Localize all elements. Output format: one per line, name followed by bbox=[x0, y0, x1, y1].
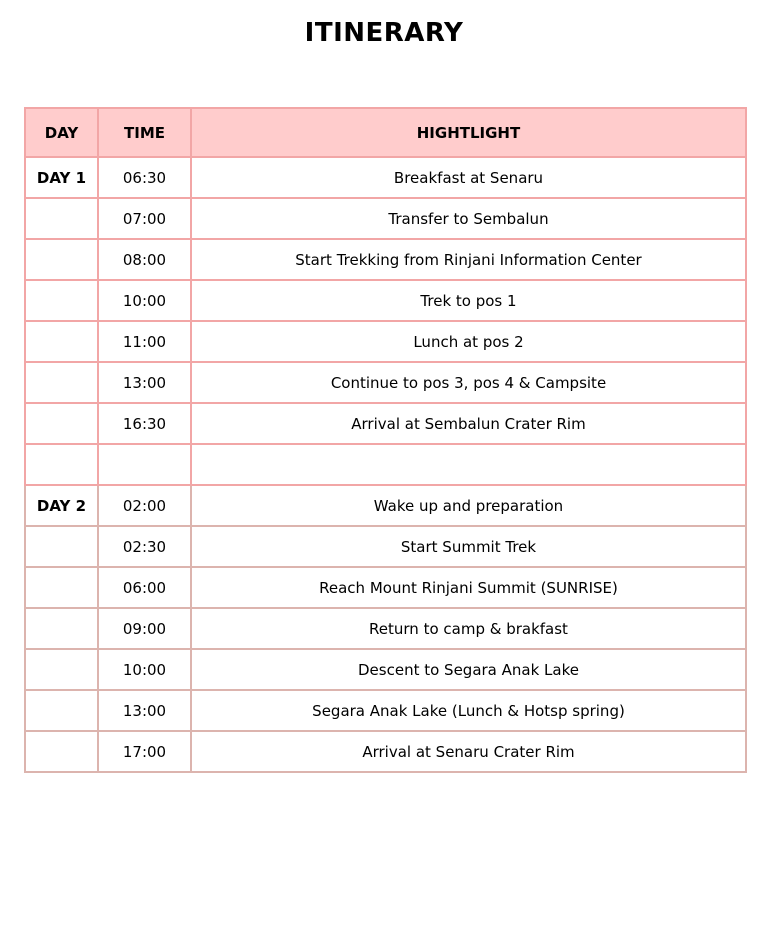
highlight-cell: Segara Anak Lake (Lunch & Hotsp spring) bbox=[191, 690, 746, 731]
highlight-cell: Continue to pos 3, pos 4 & Campsite bbox=[191, 362, 746, 403]
day-cell bbox=[25, 649, 98, 690]
highlight-cell: Transfer to Sembalun bbox=[191, 198, 746, 239]
time-cell: 13:00 bbox=[98, 362, 191, 403]
highlight-cell: Reach Mount Rinjani Summit (SUNRISE) bbox=[191, 567, 746, 608]
time-cell bbox=[98, 444, 191, 485]
day-cell bbox=[25, 567, 98, 608]
highlight-cell: Breakfast at Senaru bbox=[191, 157, 746, 198]
day-cell bbox=[25, 690, 98, 731]
table-row bbox=[25, 526, 746, 567]
time-cell: 09:00 bbox=[98, 608, 191, 649]
day-cell bbox=[25, 403, 98, 444]
day-cell: DAY 1 bbox=[25, 157, 98, 198]
highlight-cell bbox=[191, 444, 746, 485]
time-cell: 10:00 bbox=[98, 649, 191, 690]
day-cell bbox=[25, 731, 98, 772]
column-header-time: TIME bbox=[98, 108, 191, 157]
highlight-cell: Arrival at Sembalun Crater Rim bbox=[191, 403, 746, 444]
table-row bbox=[25, 690, 746, 731]
table-row bbox=[25, 649, 746, 690]
time-cell: 07:00 bbox=[98, 198, 191, 239]
time-cell: 02:00 bbox=[98, 485, 191, 526]
table-row bbox=[25, 403, 746, 444]
highlight-cell: Start Summit Trek bbox=[191, 526, 746, 567]
table-row bbox=[25, 280, 746, 321]
time-cell: 16:30 bbox=[98, 403, 191, 444]
column-header-highlight: HIGHTLIGHT bbox=[191, 108, 746, 157]
table-row bbox=[25, 444, 746, 485]
day-cell bbox=[25, 280, 98, 321]
time-cell: 11:00 bbox=[98, 321, 191, 362]
table-row bbox=[25, 731, 746, 772]
table-row bbox=[25, 362, 746, 403]
day-cell bbox=[25, 321, 98, 362]
table-header-row bbox=[25, 108, 746, 157]
highlight-cell: Descent to Segara Anak Lake bbox=[191, 649, 746, 690]
table-row bbox=[25, 608, 746, 649]
day-cell bbox=[25, 526, 98, 567]
highlight-cell: Trek to pos 1 bbox=[191, 280, 746, 321]
column-header-day: DAY bbox=[25, 108, 98, 157]
itinerary-table bbox=[24, 107, 747, 773]
time-cell: 08:00 bbox=[98, 239, 191, 280]
table-row bbox=[25, 157, 746, 198]
highlight-cell: Return to camp & brakfast bbox=[191, 608, 746, 649]
time-cell: 13:00 bbox=[98, 690, 191, 731]
day-cell bbox=[25, 362, 98, 403]
highlight-cell: Lunch at pos 2 bbox=[191, 321, 746, 362]
highlight-cell: Wake up and preparation bbox=[191, 485, 746, 526]
itinerary-body bbox=[25, 157, 746, 772]
page-title: ITINERARY bbox=[304, 18, 464, 48]
highlight-cell: Arrival at Senaru Crater Rim bbox=[191, 731, 746, 772]
time-cell: 06:30 bbox=[98, 157, 191, 198]
table-row bbox=[25, 198, 746, 239]
time-cell: 02:30 bbox=[98, 526, 191, 567]
table-row bbox=[25, 485, 746, 526]
time-cell: 06:00 bbox=[98, 567, 191, 608]
day-cell bbox=[25, 198, 98, 239]
table-row bbox=[25, 321, 746, 362]
table-row bbox=[25, 239, 746, 280]
day-cell bbox=[25, 608, 98, 649]
day-cell: DAY 2 bbox=[25, 485, 98, 526]
highlight-cell: Start Trekking from Rinjani Information Center bbox=[191, 239, 746, 280]
time-cell: 10:00 bbox=[98, 280, 191, 321]
day-cell bbox=[25, 444, 98, 485]
day-cell bbox=[25, 239, 98, 280]
table-row bbox=[25, 567, 746, 608]
time-cell: 17:00 bbox=[98, 731, 191, 772]
